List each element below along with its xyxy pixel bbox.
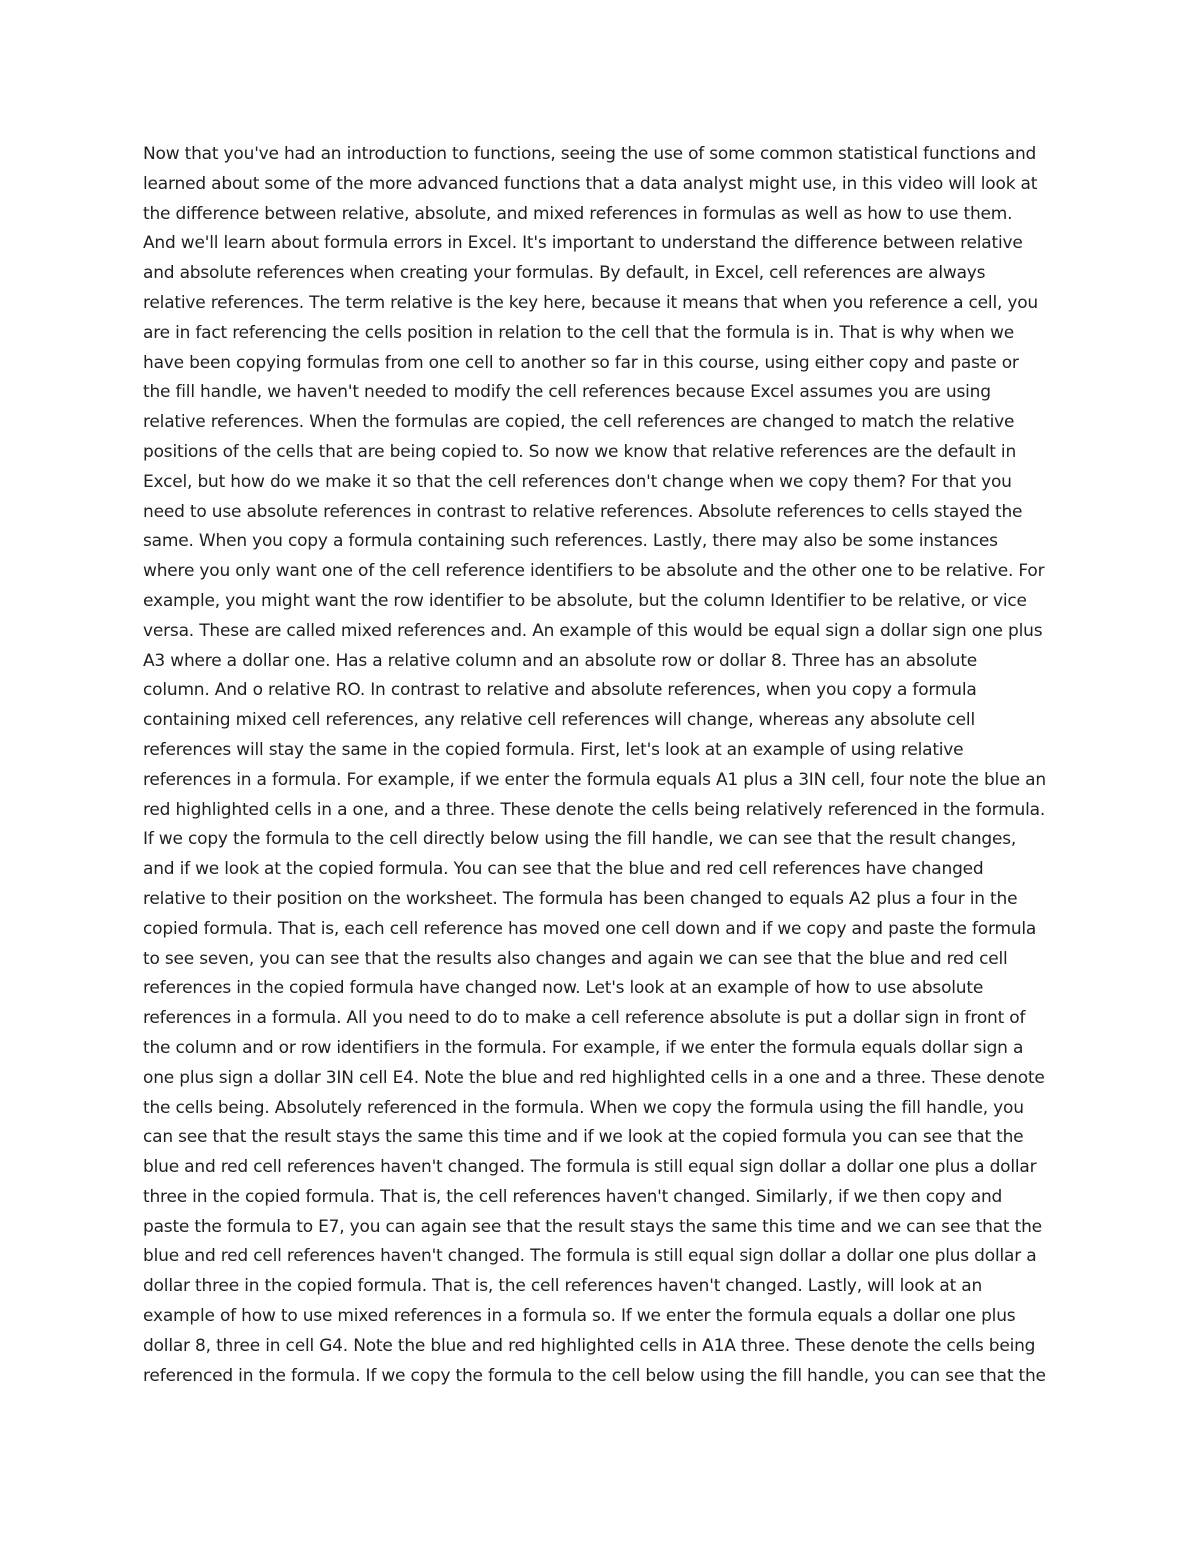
text-line: paste the formula to E7, you can again see that the result stays the same this time and we can see that the (143, 1216, 1042, 1237)
text-line: copied formula. That is, each cell reference has moved one cell down and if we copy and paste the formula (143, 918, 1037, 939)
text-line: where you only want one of the cell reference identifiers to be absolute and the other one to be relative. For (143, 561, 1045, 582)
text-line: to see seven, you can see that the results also changes and again we can see that the blue and red cell (143, 948, 1008, 969)
body-text (143, 140, 1063, 1391)
text-line: learned about some of the more advanced functions that a data analyst might use, in this video will look at (143, 173, 1038, 194)
text-line: If we copy the formula to the cell directly below using the fill handle, we can see that the result changes, (143, 829, 1017, 850)
text-line: dollar three in the copied formula. That is, the cell references haven't changed. Lastly, will look at an (143, 1276, 983, 1297)
text-line: references in a formula. All you need to do to make a cell reference absolute is put a dollar sign in front of (143, 1008, 1026, 1029)
text-line: same. When you copy a formula containing such references. Lastly, there may also be some instances (143, 531, 998, 552)
text-line: relative references. The term relative is the key here, because it means that when you reference a cell, you (143, 292, 1039, 313)
text-line: Excel, but how do we make it so that the cell references don't change when we copy them? For that you (143, 471, 1012, 492)
text-line: referenced in the formula. If we copy the formula to the cell below using the fill handle, you can see that the (143, 1365, 1046, 1386)
text-line: A3 where a dollar one. Has a relative column and an absolute row or dollar 8. Three has an absolute (143, 650, 978, 671)
text-line: relative references. When the formulas are copied, the cell references are changed to match the relative (143, 412, 1015, 433)
text-line: need to use absolute references in contrast to relative references. Absolute references to cells stayed the (143, 501, 1023, 522)
text-line: and absolute references when creating your formulas. By default, in Excel, cell references are always (143, 263, 986, 284)
text-line: blue and red cell references haven't changed. The formula is still equal sign dollar a dollar one plus dollar a (143, 1246, 1037, 1267)
text-line: relative to their position on the worksheet. The formula has been changed to equals A2 plus a four in the (143, 888, 1018, 909)
text-line: red highlighted cells in a one, and a three. These denote the cells being relatively referenced in the formula. (143, 799, 1046, 820)
text-line: example of how to use mixed references in a formula so. If we enter the formula equals a dollar one plus (143, 1306, 1016, 1327)
text-line: the difference between relative, absolute, and mixed references in formulas as well as how to use them. (143, 203, 1013, 224)
text-line: and if we look at the copied formula. You can see that the blue and red cell references have changed (143, 859, 984, 880)
text-line: are in fact referencing the cells position in relation to the cell that the formula is in. That is why when we (143, 322, 1015, 343)
text-line: can see that the result stays the same this time and if we look at the copied formula you can see that the (143, 1127, 1024, 1148)
text-line: references in the copied formula have changed now. Let's look at an example of how to use absolute (143, 978, 984, 999)
text-line: And we'll learn about formula errors in Excel. It's important to understand the difference between relative (143, 233, 1023, 254)
text-line: three in the copied formula. That is, the cell references haven't changed. Similarly, if we then copy and (143, 1186, 1003, 1207)
text-line: positions of the cells that are being copied to. So now we know that relative references are the default in (143, 441, 1017, 462)
text-line: have been copying formulas from one cell to another so far in this course, using either copy and paste or (143, 352, 1019, 373)
text-line: references in a formula. For example, if we enter the formula equals A1 plus a 3IN cell, four note the blue an (143, 769, 1046, 790)
text-line: versa. These are called mixed references and. An example of this would be equal sign a dollar sign one plus (143, 620, 1043, 641)
text-line: dollar 8, three in cell G4. Note the blue and red highlighted cells in A1A three. These denote the cells being (143, 1335, 1036, 1356)
text-line: the cells being. Absolutely referenced in the formula. When we copy the formula using the fill handle, you (143, 1097, 1024, 1118)
text-line: blue and red cell references haven't changed. The formula is still equal sign dollar a dollar one plus a dollar (143, 1157, 1037, 1178)
text-line: containing mixed cell references, any relative cell references will change, whereas any absolute cell (143, 710, 975, 731)
text-line: the fill handle, we haven't needed to modify the cell references because Excel assumes you are using (143, 382, 991, 403)
text-line: one plus sign a dollar 3IN cell E4. Note the blue and red highlighted cells in a one and a three. These denote (143, 1067, 1045, 1088)
text-line: the column and or row identifiers in the formula. For example, if we enter the formula equals dollar sign a (143, 1037, 1024, 1058)
text-line: Now that you've had an introduction to functions, seeing the use of some common statistical functions and (143, 144, 1037, 164)
text-line: example, you might want the row identifier to be absolute, but the column Identifier to be relative, or vice (143, 590, 1027, 611)
text-line: references will stay the same in the copied formula. First, let's look at an example of using relative (143, 739, 964, 760)
text-line: column. And o relative RO. In contrast to relative and absolute references, when you copy a formula (143, 680, 977, 701)
